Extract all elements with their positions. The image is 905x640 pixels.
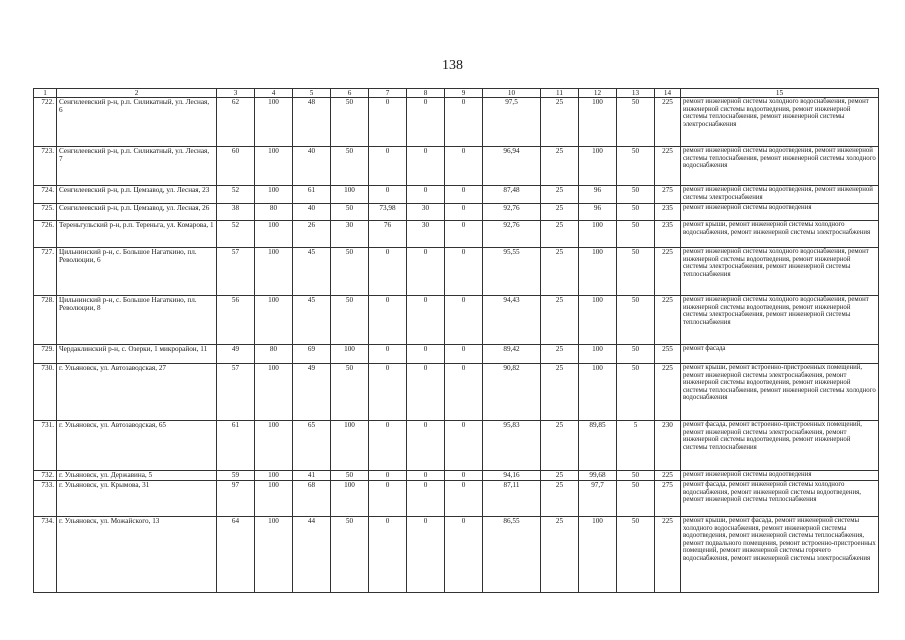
row-number: 734. [34, 517, 57, 593]
works-cell: ремонт фасада, ремонт инженерной системы холодного водоснабжения, ремонт инженерной системы водоотведения, ремонт инженерной системы теплоснабжения [681, 481, 879, 517]
col14-value: 235 [655, 204, 681, 221]
col14-value: 275 [655, 481, 681, 517]
col10-value: 97,5 [483, 98, 541, 147]
row-number: 729. [34, 345, 57, 364]
col6-value: 50 [331, 147, 369, 186]
col8-value: 0 [407, 421, 445, 471]
row-number: 730. [34, 364, 57, 421]
col12-value: 100 [579, 345, 617, 364]
table-row [34, 296, 879, 345]
col5-value: 48 [293, 98, 331, 147]
col6-value: 50 [331, 98, 369, 147]
col14-value: 255 [655, 345, 681, 364]
col13-value: 5 [617, 421, 655, 471]
col10-value: 87,48 [483, 186, 541, 204]
col9-value: 0 [445, 248, 483, 296]
col4-value: 100 [255, 98, 293, 147]
address-cell: Сенгилеевский р-н, р.п. Силикатный, ул. Лесная, 7 [57, 147, 217, 186]
col7-value: 73,98 [369, 204, 407, 221]
works-cell: ремонт инженерной системы водоотведения [681, 471, 879, 481]
col8-value: 0 [407, 481, 445, 517]
col11-value: 25 [541, 221, 579, 248]
table-row [34, 345, 879, 364]
col6-value: 100 [331, 481, 369, 517]
column-header-11: 11 [541, 89, 579, 98]
works-cell: ремонт инженерной системы водоотведения, ремонт инженерной системы теплоснабжения, ремонт инженерной системы холодного водоснабжения [681, 147, 879, 186]
column-header-9: 9 [445, 89, 483, 98]
col7-value: 76 [369, 221, 407, 248]
col8-value: 0 [407, 248, 445, 296]
col4-value: 100 [255, 248, 293, 296]
col3-value: 97 [217, 481, 255, 517]
col7-value: 0 [369, 471, 407, 481]
works-cell: ремонт инженерной системы водоотведения, ремонт инженерной системы электроснабжения [681, 186, 879, 204]
col8-value: 30 [407, 221, 445, 248]
col13-value: 50 [617, 221, 655, 248]
col11-value: 25 [541, 481, 579, 517]
table-row [34, 98, 879, 147]
table-row [34, 421, 879, 471]
col3-value: 52 [217, 221, 255, 248]
col5-value: 40 [293, 204, 331, 221]
col8-value: 0 [407, 296, 445, 345]
col7-value: 0 [369, 296, 407, 345]
col10-value: 89,42 [483, 345, 541, 364]
col14-value: 235 [655, 221, 681, 248]
col12-value: 96 [579, 186, 617, 204]
column-header-15: 15 [681, 89, 879, 98]
column-header-4: 4 [255, 89, 293, 98]
col13-value: 50 [617, 296, 655, 345]
col11-value: 25 [541, 421, 579, 471]
works-cell: ремонт инженерной системы водоотведения [681, 204, 879, 221]
col11-value: 25 [541, 471, 579, 481]
col13-value: 50 [617, 471, 655, 481]
column-header-1: 1 [34, 89, 57, 98]
col9-value: 0 [445, 345, 483, 364]
column-header-7: 7 [369, 89, 407, 98]
col14-value: 225 [655, 98, 681, 147]
col14-value: 225 [655, 248, 681, 296]
col14-value: 275 [655, 186, 681, 204]
col10-value: 86,55 [483, 517, 541, 593]
table-row [34, 186, 879, 204]
col11-value: 25 [541, 248, 579, 296]
col5-value: 26 [293, 221, 331, 248]
works-cell: ремонт крыши, ремонт встроенно-пристроенных помещений, ремонт инженерной системы электроснабжения, ремонт инженерной системы водоотведения, ремонт инженерной системы теплоснабжения, ремонт инженерной системы холодного водоснабжения [681, 364, 879, 421]
table-row [34, 147, 879, 186]
col9-value: 0 [445, 421, 483, 471]
row-number: 725. [34, 204, 57, 221]
col6-value: 100 [331, 421, 369, 471]
col9-value: 0 [445, 364, 483, 421]
col6-value: 100 [331, 345, 369, 364]
col5-value: 68 [293, 481, 331, 517]
address-cell: г. Ульяновск, ул. Крымова, 31 [57, 481, 217, 517]
col13-value: 50 [617, 147, 655, 186]
col12-value: 99,68 [579, 471, 617, 481]
col7-value: 0 [369, 481, 407, 517]
col6-value: 50 [331, 296, 369, 345]
address-cell: Сенгилеевский р-н, р.п. Силикатный, ул. Лесная, 6 [57, 98, 217, 147]
col11-value: 25 [541, 517, 579, 593]
works-cell: ремонт крыши, ремонт фасада, ремонт инженерной системы холодного водоснабжения, ремонт инженерной системы водоотведения, ремонт инженерной системы теплоснабжения, ремонт подвального помещения, ремонт встроенно-пристроенных помещений, ремонт инженерной системы горячего водоснабжения, ремонт инженерной системы электроснабжения [681, 517, 879, 593]
works-cell: ремонт фасада, ремонт встроенно-пристроенных помещений, ремонт инженерной системы электроснабжения, ремонт инженерной системы водоотведения, ремонт инженерной системы теплоснабжения [681, 421, 879, 471]
col12-value: 100 [579, 248, 617, 296]
col11-value: 25 [541, 364, 579, 421]
address-cell: г. Ульяновск, ул. Автозаводская, 65 [57, 421, 217, 471]
col14-value: 230 [655, 421, 681, 471]
col13-value: 50 [617, 98, 655, 147]
col5-value: 49 [293, 364, 331, 421]
col12-value: 100 [579, 221, 617, 248]
col8-value: 0 [407, 364, 445, 421]
row-number: 732. [34, 471, 57, 481]
works-cell: ремонт инженерной системы холодного водоснабжения, ремонт инженерной системы водоотведения, ремонт инженерной системы электроснабжения, ремонт инженерной системы теплоснабжения [681, 296, 879, 345]
col13-value: 50 [617, 186, 655, 204]
col8-value: 0 [407, 98, 445, 147]
col12-value: 100 [579, 517, 617, 593]
col3-value: 60 [217, 147, 255, 186]
col5-value: 41 [293, 471, 331, 481]
col6-value: 30 [331, 221, 369, 248]
col7-value: 0 [369, 421, 407, 471]
col7-value: 0 [369, 248, 407, 296]
address-cell: Цильнинский р-н, с. Большое Нагаткино, пл. Революции, 8 [57, 296, 217, 345]
address-cell: г. Ульяновск, ул. Державина, 5 [57, 471, 217, 481]
col7-value: 0 [369, 345, 407, 364]
column-header-5: 5 [293, 89, 331, 98]
col9-value: 0 [445, 221, 483, 248]
works-cell: ремонт инженерной системы холодного водоснабжения, ремонт инженерной системы водоотведения, ремонт инженерной системы электроснабжения, ремонт инженерной системы теплоснабжения [681, 248, 879, 296]
col9-value: 0 [445, 481, 483, 517]
col5-value: 45 [293, 248, 331, 296]
col14-value: 225 [655, 517, 681, 593]
works-cell: ремонт фасада [681, 345, 879, 364]
address-cell: Тереньгульский р-н, р.п. Тереньга, ул. Комарова, 1 [57, 221, 217, 248]
col4-value: 100 [255, 421, 293, 471]
row-number: 724. [34, 186, 57, 204]
col10-value: 87,11 [483, 481, 541, 517]
address-cell: Чердаклинский р-н, с. Озерки, 1 микрорайон, 11 [57, 345, 217, 364]
col3-value: 57 [217, 248, 255, 296]
column-header-8: 8 [407, 89, 445, 98]
col12-value: 100 [579, 147, 617, 186]
col6-value: 100 [331, 186, 369, 204]
col11-value: 25 [541, 98, 579, 147]
col13-value: 50 [617, 204, 655, 221]
col12-value: 100 [579, 98, 617, 147]
col4-value: 100 [255, 364, 293, 421]
table-row [34, 204, 879, 221]
col10-value: 96,94 [483, 147, 541, 186]
col3-value: 56 [217, 296, 255, 345]
col6-value: 50 [331, 471, 369, 481]
col3-value: 61 [217, 421, 255, 471]
col8-value: 0 [407, 517, 445, 593]
col4-value: 100 [255, 147, 293, 186]
col11-value: 25 [541, 147, 579, 186]
col13-value: 50 [617, 517, 655, 593]
col3-value: 59 [217, 471, 255, 481]
column-header-14: 14 [655, 89, 681, 98]
col4-value: 100 [255, 296, 293, 345]
table-row [34, 248, 879, 296]
col7-value: 0 [369, 147, 407, 186]
col4-value: 100 [255, 517, 293, 593]
column-header-10: 10 [483, 89, 541, 98]
col14-value: 225 [655, 471, 681, 481]
works-cell: ремонт крыши, ремонт инженерной системы холодного водоснабжения, ремонт инженерной системы электроснабжения [681, 221, 879, 248]
col11-value: 25 [541, 186, 579, 204]
col12-value: 97,7 [579, 481, 617, 517]
address-cell: Сенгилеевский р-н, р.п. Цемзавод, ул. Лесная, 26 [57, 204, 217, 221]
row-number: 731. [34, 421, 57, 471]
registry-table [33, 88, 879, 593]
col7-value: 0 [369, 517, 407, 593]
col4-value: 100 [255, 221, 293, 248]
col6-value: 50 [331, 248, 369, 296]
col5-value: 61 [293, 186, 331, 204]
col10-value: 92,76 [483, 221, 541, 248]
table-header-row [34, 89, 879, 98]
col6-value: 50 [331, 364, 369, 421]
row-number: 727. [34, 248, 57, 296]
col5-value: 69 [293, 345, 331, 364]
row-number: 726. [34, 221, 57, 248]
col8-value: 0 [407, 345, 445, 364]
works-cell: ремонт инженерной системы холодного водоснабжения, ремонт инженерной системы водоотведения, ремонт инженерной системы теплоснабжения, ремонт инженерной системы электроснабжения [681, 98, 879, 147]
col10-value: 94,16 [483, 471, 541, 481]
col12-value: 100 [579, 364, 617, 421]
col5-value: 44 [293, 517, 331, 593]
col9-value: 0 [445, 147, 483, 186]
col10-value: 95,55 [483, 248, 541, 296]
col4-value: 80 [255, 345, 293, 364]
row-number: 723. [34, 147, 57, 186]
col3-value: 52 [217, 186, 255, 204]
col14-value: 225 [655, 147, 681, 186]
col13-value: 50 [617, 248, 655, 296]
row-number: 722. [34, 98, 57, 147]
col7-value: 0 [369, 364, 407, 421]
col3-value: 38 [217, 204, 255, 221]
col10-value: 95,83 [483, 421, 541, 471]
col12-value: 96 [579, 204, 617, 221]
col3-value: 64 [217, 517, 255, 593]
col3-value: 49 [217, 345, 255, 364]
col14-value: 225 [655, 296, 681, 345]
col13-value: 50 [617, 481, 655, 517]
col6-value: 50 [331, 517, 369, 593]
col12-value: 89,85 [579, 421, 617, 471]
col4-value: 100 [255, 481, 293, 517]
col8-value: 0 [407, 471, 445, 481]
column-header-3: 3 [217, 89, 255, 98]
col13-value: 50 [617, 345, 655, 364]
col6-value: 50 [331, 204, 369, 221]
col11-value: 25 [541, 204, 579, 221]
col9-value: 0 [445, 296, 483, 345]
col9-value: 0 [445, 204, 483, 221]
table-row [34, 221, 879, 248]
col12-value: 100 [579, 296, 617, 345]
col7-value: 0 [369, 186, 407, 204]
col5-value: 65 [293, 421, 331, 471]
column-header-6: 6 [331, 89, 369, 98]
col3-value: 62 [217, 98, 255, 147]
row-number: 728. [34, 296, 57, 345]
address-cell: Цильнинский р-н, с. Большое Нагаткино, пл. Революции, 6 [57, 248, 217, 296]
page-number: 138 [442, 58, 463, 73]
col9-value: 0 [445, 186, 483, 204]
col11-value: 25 [541, 345, 579, 364]
column-header-2: 2 [57, 89, 217, 98]
address-cell: Сенгилеевский р-н, р.п. Цемзавод, ул. Лесная, 23 [57, 186, 217, 204]
table-body [34, 98, 879, 593]
table-row [34, 364, 879, 421]
col10-value: 90,82 [483, 364, 541, 421]
col7-value: 0 [369, 98, 407, 147]
col10-value: 92,76 [483, 204, 541, 221]
col4-value: 100 [255, 186, 293, 204]
col10-value: 94,43 [483, 296, 541, 345]
col5-value: 45 [293, 296, 331, 345]
address-cell: г. Ульяновск, ул. Автозаводская, 27 [57, 364, 217, 421]
row-number: 733. [34, 481, 57, 517]
col8-value: 30 [407, 204, 445, 221]
col11-value: 25 [541, 296, 579, 345]
col8-value: 0 [407, 186, 445, 204]
col14-value: 225 [655, 364, 681, 421]
column-header-12: 12 [579, 89, 617, 98]
table-row [34, 481, 879, 517]
col9-value: 0 [445, 98, 483, 147]
col9-value: 0 [445, 517, 483, 593]
col3-value: 57 [217, 364, 255, 421]
col5-value: 40 [293, 147, 331, 186]
col9-value: 0 [445, 471, 483, 481]
table-row [34, 471, 879, 481]
col4-value: 80 [255, 204, 293, 221]
address-cell: г. Ульяновск, ул. Можайского, 13 [57, 517, 217, 593]
table-row [34, 517, 879, 593]
col13-value: 50 [617, 364, 655, 421]
column-header-13: 13 [617, 89, 655, 98]
col8-value: 0 [407, 147, 445, 186]
col4-value: 100 [255, 471, 293, 481]
